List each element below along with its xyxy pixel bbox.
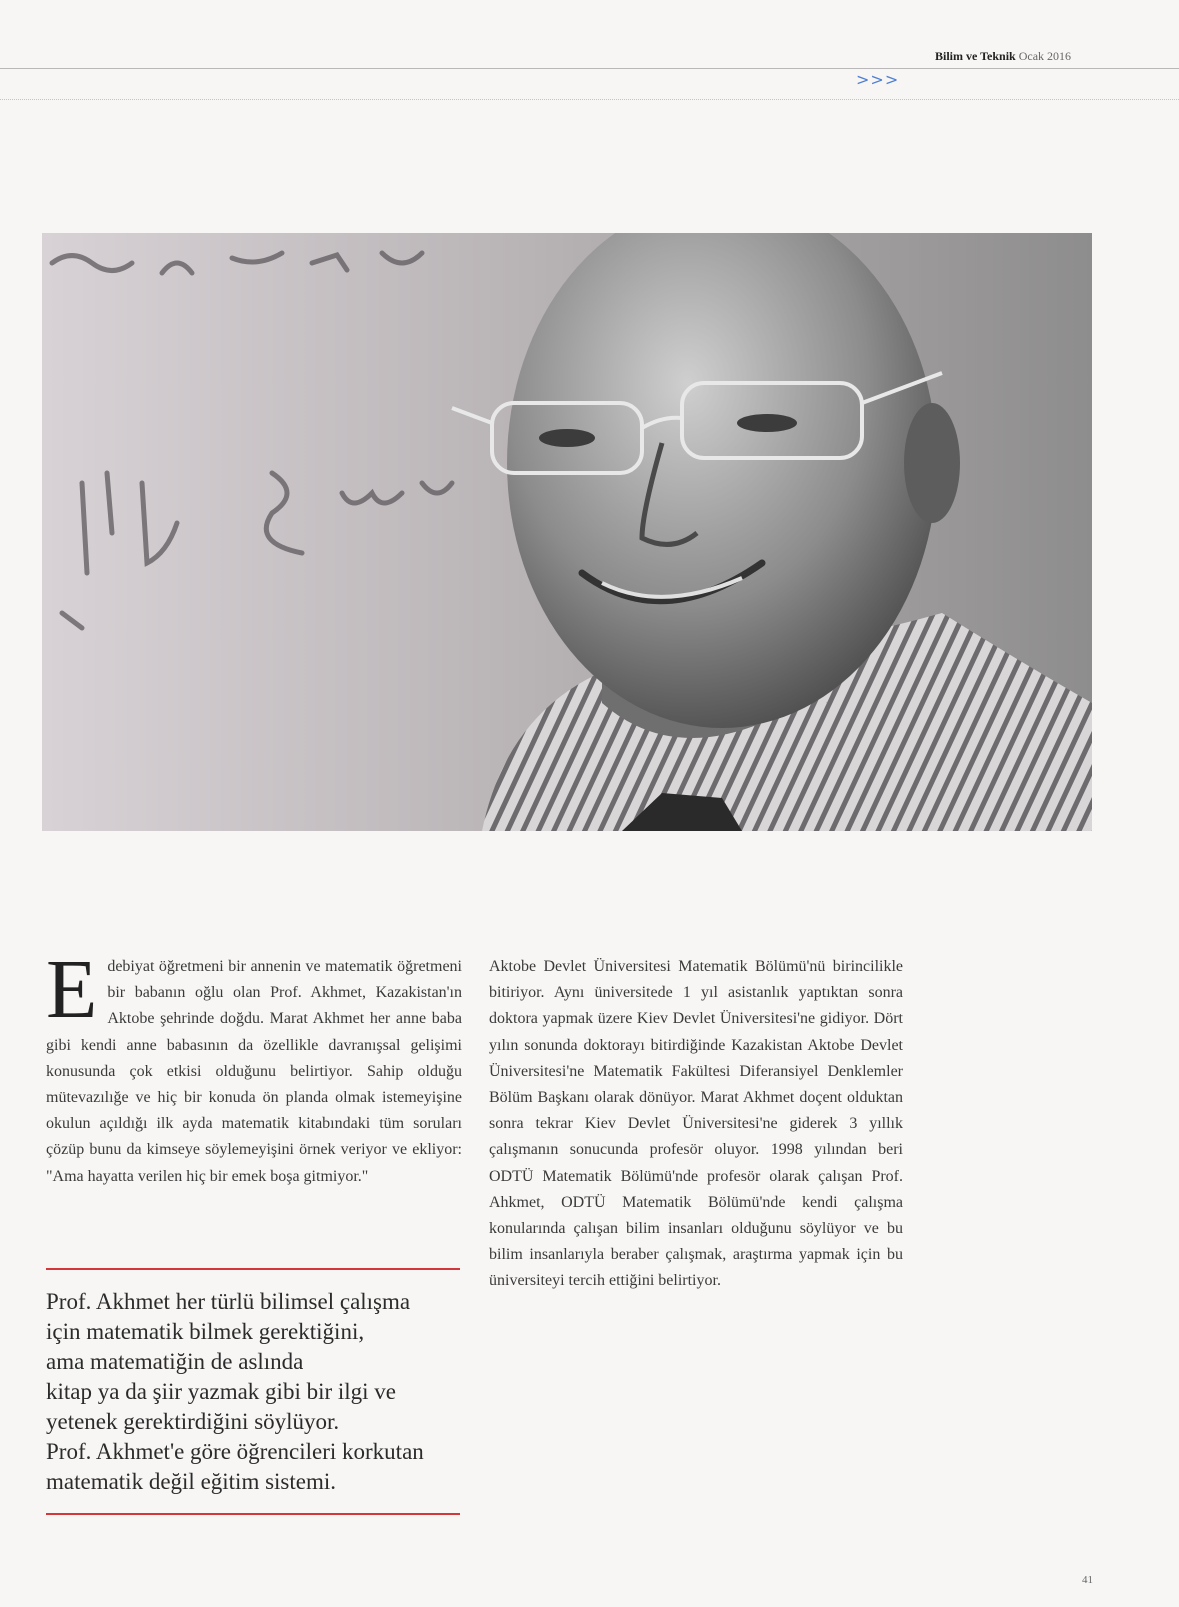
drop-cap: E xyxy=(46,943,98,1036)
page-number: 41 xyxy=(1082,1574,1093,1586)
header-rule xyxy=(0,68,1179,69)
article-left-column xyxy=(46,943,462,1190)
pullquote-line: kitap ya da şiir yazmak gibi bir ilgi ve xyxy=(46,1379,397,1404)
pullquote-bottom-rule xyxy=(46,1513,460,1515)
right-column-text: Aktobe Devlet Üniversitesi Matematik Bölümü'nü birincilikle bitiriyor. Aynı üniversitede 1 yıl asistanlık yaptıktan sonra doktora yapmak üzere Kiev Devlet Üniversitesi'ne gidiyor. Dört yılın sonunda doktorayı bitirdiğinde Kazakistan Aktobe Devlet Üniversitesi'ne Matematik Fakültesi Diferansiyel Denklemler Bölüm Başkanı olarak dönüyor. Marat Akhmet doçent olduktan sonra tekrar Kiev Devlet Üniversitesi'ne giderek 3 yıllık çalışmanın sonucunda profesör oluyor. 1998 yılından beri ODTÜ Matematik Bölümü'nde profesör olarak çalışan Prof. Ahkmet, ODTÜ Matematik Bölümü'nde kendi çalışma konularında çalışan bilim insanları olduğunu söylüyor ve bu bilim insanlarıyla beraber çalışmak, araştırma yapmak için bu üniversiteyi tercih ettiğini belirtiyor. xyxy=(489,958,903,1290)
pullquote-line: Prof. Akhmet'e göre öğrencileri korkutan xyxy=(46,1439,424,1464)
magazine-name: Bilim ve Teknik xyxy=(935,49,1016,63)
pullquote-line: matematik değil eğitim sistemi. xyxy=(46,1469,337,1494)
pullquote-line: için matematik bilmek gerektiğini, xyxy=(46,1319,365,1344)
header-dotted-rule xyxy=(0,99,1179,100)
issue-date: Ocak 2016 xyxy=(1018,49,1072,63)
pullquote-line: yetenek gerektirdiğini söylüyor. xyxy=(46,1409,340,1434)
continue-arrows: >>> xyxy=(856,70,900,89)
pullquote-line: Prof. Akhmet her türlü bilimsel çalışma xyxy=(46,1289,411,1314)
pullquote-line: ama matematiğin de aslında xyxy=(46,1349,304,1374)
left-column-text: debiyat öğretmeni bir annenin ve matematik öğretmeni bir babanın oğlu olan Prof. Akhmet, Kazakistan'ın Aktobe şehrinde doğdu. Marat Akhmet her anne baba gibi kendi anne babasının da özellikle davranışsal gelişimi konusunda çok etkisi olduğunu belirtiyor. Sahip olduğu mütevazılığe ve hiç bir konuda ön planda olmak istemeyişine okulun açıldığı ilk ayda matematik kitabındaki tüm soruları çözüp bunu da kimseye söylemeyişini örnek veriyor ve ekliyor: "Ama hayatta verilen hiç bir emek boşa gitmiyor." xyxy=(46,958,462,1185)
article-right-column xyxy=(489,954,903,1295)
running-header xyxy=(935,49,1075,64)
pullquote xyxy=(46,1287,466,1497)
portrait-photo xyxy=(42,233,1092,831)
portrait-illustration xyxy=(42,233,1092,831)
pullquote-top-rule xyxy=(46,1268,460,1270)
